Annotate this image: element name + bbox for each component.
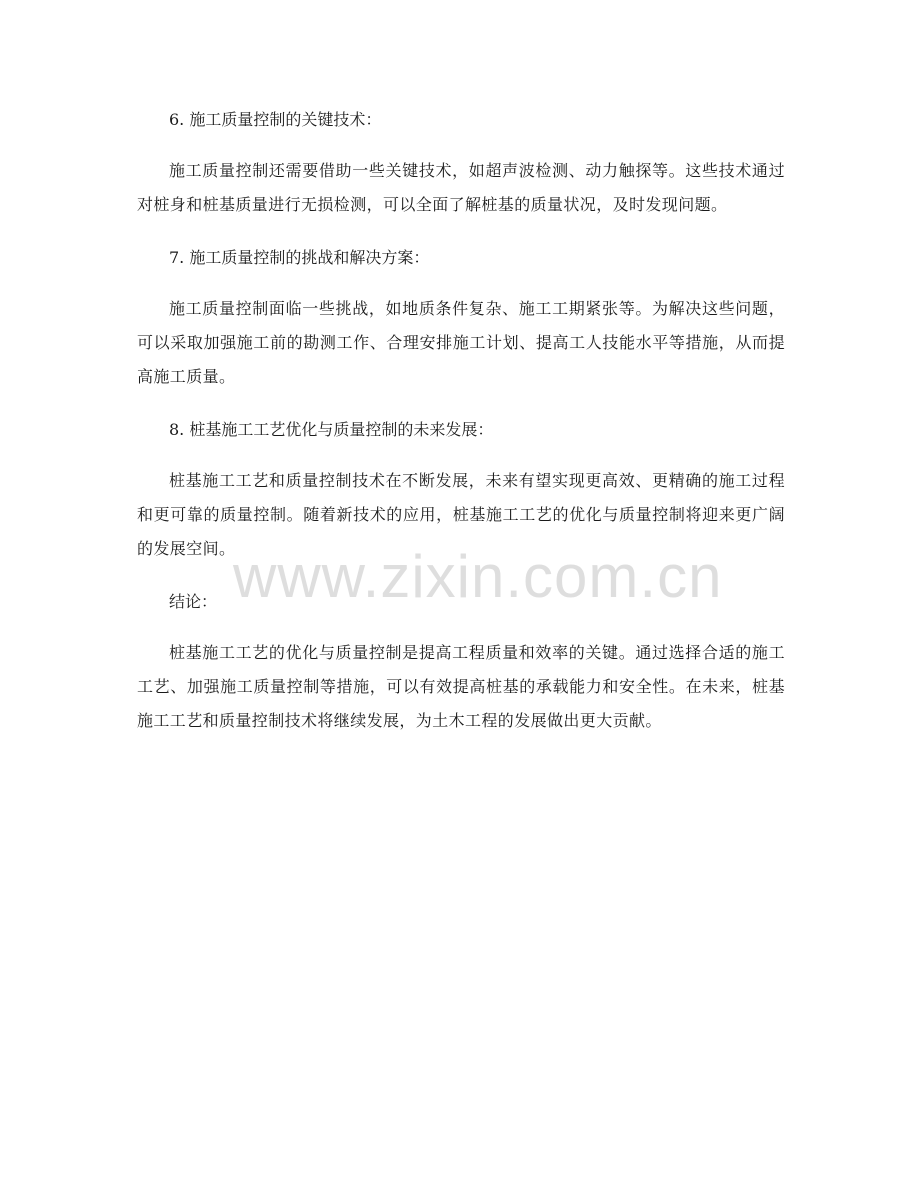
- document-body: [137, 105, 785, 759]
- section-8-heading: 8. 桩基施工工艺优化与质量控制的未来发展：: [169, 420, 494, 439]
- section-6-paragraph: 施工质量控制还需要借助一些关键技术，如超声波检测、动力触探等。这些技术通过对桩身和桩基质量进行无损检测，可以全面了解桩基的质量状况，及时发现问题。: [137, 161, 785, 214]
- watermark: www.zixin.com.cn: [233, 543, 723, 610]
- section-7-heading: 7. 施工质量控制的挑战和解决方案：: [169, 248, 430, 267]
- section-8-paragraph: 桩基施工工艺和质量控制技术在不断发展，未来有望实现更高效、更精确的施工过程和更可靠的质量控制。随着新技术的应用，桩基施工工艺的优化与质量控制将迎来更广阔的发展空间。: [137, 471, 785, 558]
- section-6-heading: 6. 施工质量控制的关键技术：: [169, 110, 382, 129]
- conclusion-heading: 结论：: [169, 592, 218, 611]
- conclusion-paragraph: 桩基施工工艺的优化与质量控制是提高工程质量和效率的关键。通过选择合适的施工工艺、加强施工质量控制等措施，可以有效提高桩基的承载能力和安全性。在未来，桩基施工工艺和质量控制技术将继续发展，为土木工程的发展做出更大贡献。: [137, 643, 785, 730]
- section-7-paragraph: 施工质量控制面临一些挑战，如地质条件复杂、施工工期紧张等。为解决这些问题，可以采取加强施工前的勘测工作、合理安排施工计划、提高工人技能水平等措施，从而提高施工质量。: [137, 299, 785, 386]
